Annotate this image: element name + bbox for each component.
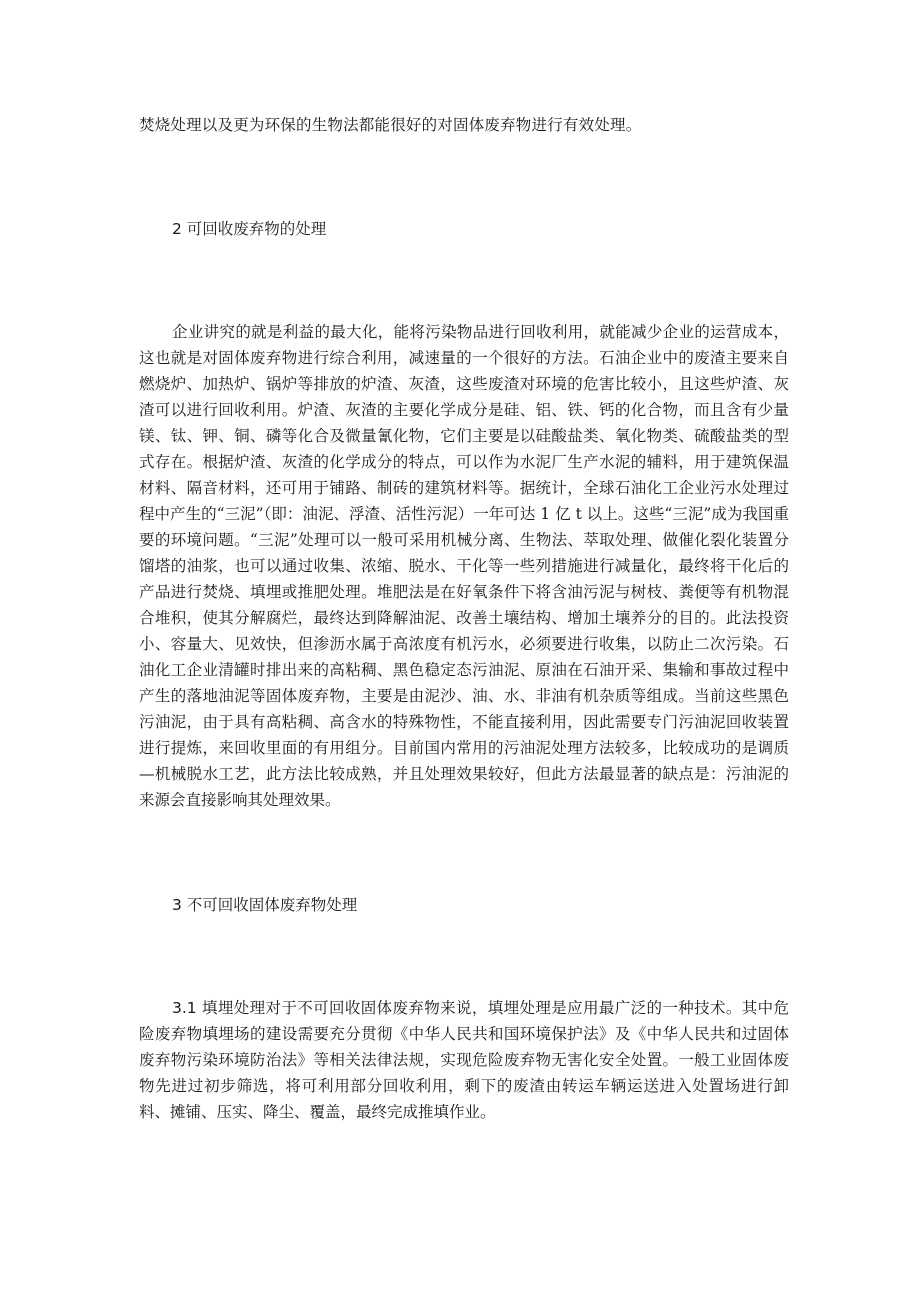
- subsection-number: 3.1: [172, 999, 197, 1017]
- section-2-heading: 2 可回收废弃物的处理: [172, 220, 327, 238]
- intro-tail-text: 焚烧处理以及更为环保的生物法都能很好的对固体废弃物进行有效处理。: [139, 116, 642, 134]
- section-3-heading: 3 不可回收固体废弃物处理: [172, 896, 358, 914]
- section-3-1-text: 填埋处理对于不可回收固体废弃物来说，填埋处理是应用最广泛的一种技术。其中危险废弃物填埋场的建设需要充分贯彻《中华人民共和国环境保护法》及《中华人民共和过固体废弃物污染环境防治法》等相关法律法规，实现危险废弃物无害化安全处置。一般工业固体废物先进过初步筛选，将可利用部分回收利用，剩下的废渣由转运车辆运送进入处置场进行卸料、摊铺、压实、降尘、覆盖，最终完成推填作业。: [139, 999, 789, 1121]
- section-3-1-paragraph: [139, 995, 789, 1125]
- section-2-paragraph: 企业讲究的就是利益的最大化，能将污染物品进行回收利用，就能减少企业的运营成本，这也就是对固体废弃物进行综合利用，减速量的一个很好的方法。石油企业中的废渣主要来自燃烧炉、加热炉、锅炉等排放的炉渣、灰渣，这些废渣对环境的危害比较小，且这些炉渣、灰渣可以进行回收利用。炉渣、灰渣的主要化学成分是硅、铝、铁、钙的化合物，而且含有少量镁、钛、钾、铜、磷等化合及微量氰化物，它们主要是以硅酸盐类、氧化物类、硫酸盐类的型式存在。根据炉渣、灰渣的化学成分的特点，可以作为水泥厂生产水泥的辅料，用于建筑保温材料、隔音材料，还可用于铺路、制砖的建筑材料等。据统计，全球石油化工企业污水处理过程中产生的“三泥”（即：油泥、浮渣、活性污泥）一年可达 1 亿 t 以上。这些“三泥”成为我国重要的环境问题。“三泥”处理可以一般可采用机械分离、生物法、萃取处理、做催化裂化装置分馏塔的油浆，也可以通过收集、浓缩、脱水、干化等一些列措施进行减量化，最终将干化后的产品进行焚烧、填埋或推肥处理。堆肥法是在好氧条件下将含油污泥与树枝、粪便等有机物混合堆积，使其分解腐烂，最终达到降解油泥、改善土壤结构、增加土壤养分的目的。此法投资小、容量大、见效快，但渗沥水属于高浓度有机污水，必须要进行收集，以防止二次污染。石油化工企业清罐时排出来的高粘稠、黑色稳定态污油泥、原油在石油开采、集输和事故过程中产生的落地油泥等固体废弃物，主要是由泥沙、油、水、非油有机杂质等组成。当前这些黑色污油泥，由于具有高粘稠、高含水的特殊物性，不能直接利用，因此需要专门污油泥回收装置进行提炼，来回收里面的有用组分。目前国内常用的污油泥处理方法较多，比较成功的是调质—机械脱水工艺，此方法比较成熟，并且处理效果较好，但此方法最显著的缺点是：污油泥的来源会直接影响其处理效果。: [139, 323, 789, 809]
